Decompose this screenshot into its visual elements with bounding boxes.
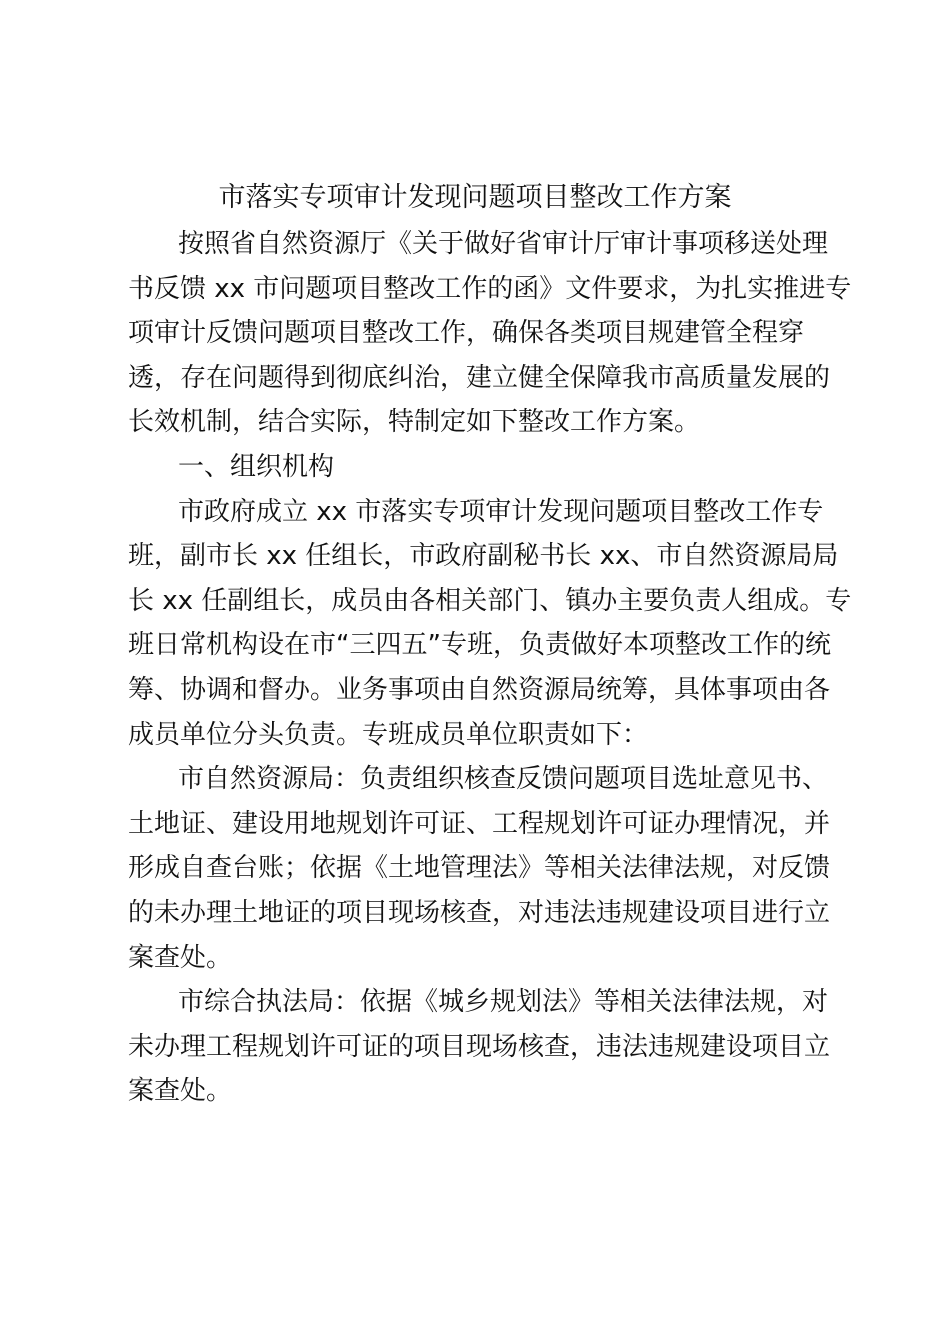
paragraph-natural-resources-bureau <box>128 757 832 980</box>
text-line: 按照省自然资源厅《关于做好省审计厅审计事项移送处理 <box>178 229 829 259</box>
paragraph-intro <box>128 222 852 445</box>
paragraph-law-enforcement-bureau <box>128 980 832 1114</box>
text-line: 透，存在问题得到彻底纠治，建立健全保障我市高质量发展的 <box>128 362 831 393</box>
text-line: 班日常机构设在市“三四五”专班，负责做好本项整改工作的统 <box>128 630 831 661</box>
text-line: 市自然资源局：负责组织核查反馈问题项目选址意见书、 <box>178 764 829 795</box>
section-heading: 一、组织机构 <box>178 451 335 482</box>
document-body <box>128 222 852 1114</box>
text-line: 市综合执法局：依据《城乡规划法》等相关法律法规，对 <box>178 987 829 1018</box>
text-line: 书反馈 xx 市问题项目整改工作的函》文件要求，为扎实推进专 <box>128 273 852 304</box>
text-line: 筹、协调和督办。业务事项由自然资源局统筹，具体事项由各 <box>128 674 831 705</box>
text-line: 项审计反馈问题项目整改工作，确保各类项目规建管全程穿 <box>128 318 805 349</box>
text-line: 市政府成立 xx 市落实专项审计发现问题项目整改工作专 <box>178 496 824 527</box>
text-line: 案查处。 <box>128 1076 233 1107</box>
text-line: 案查处。 <box>128 942 233 973</box>
text-line: 土地证、建设用地规划许可证、工程规划许可证办理情况，并 <box>128 808 831 839</box>
paragraph-organization <box>128 490 852 758</box>
text-line: 未办理工程规划许可证的项目现场核查，违法违规建设项目立 <box>128 1031 831 1062</box>
text-line: 班，副市长 xx 任组长，市政府副秘书长 xx、市自然资源局局 <box>128 541 839 572</box>
text-line: 长 xx 任副组长，成员由各相关部门、镇办主要负责人组成。专 <box>128 585 852 616</box>
text-line: 长效机制，结合实际，特制定如下整改工作方案。 <box>128 407 701 438</box>
text-line: 形成自查台账；依据《土地管理法》等相关法律法规，对反馈 <box>128 853 831 884</box>
section-heading-organization <box>128 445 832 490</box>
text-line: 成员单位分头负责。专班成员单位职责如下： <box>128 719 649 750</box>
document-title: 市落实专项审计发现问题项目整改工作方案 <box>218 182 732 213</box>
text-line: 的未办理土地证的项目现场核查，对违法违规建设项目进行立 <box>128 897 831 928</box>
